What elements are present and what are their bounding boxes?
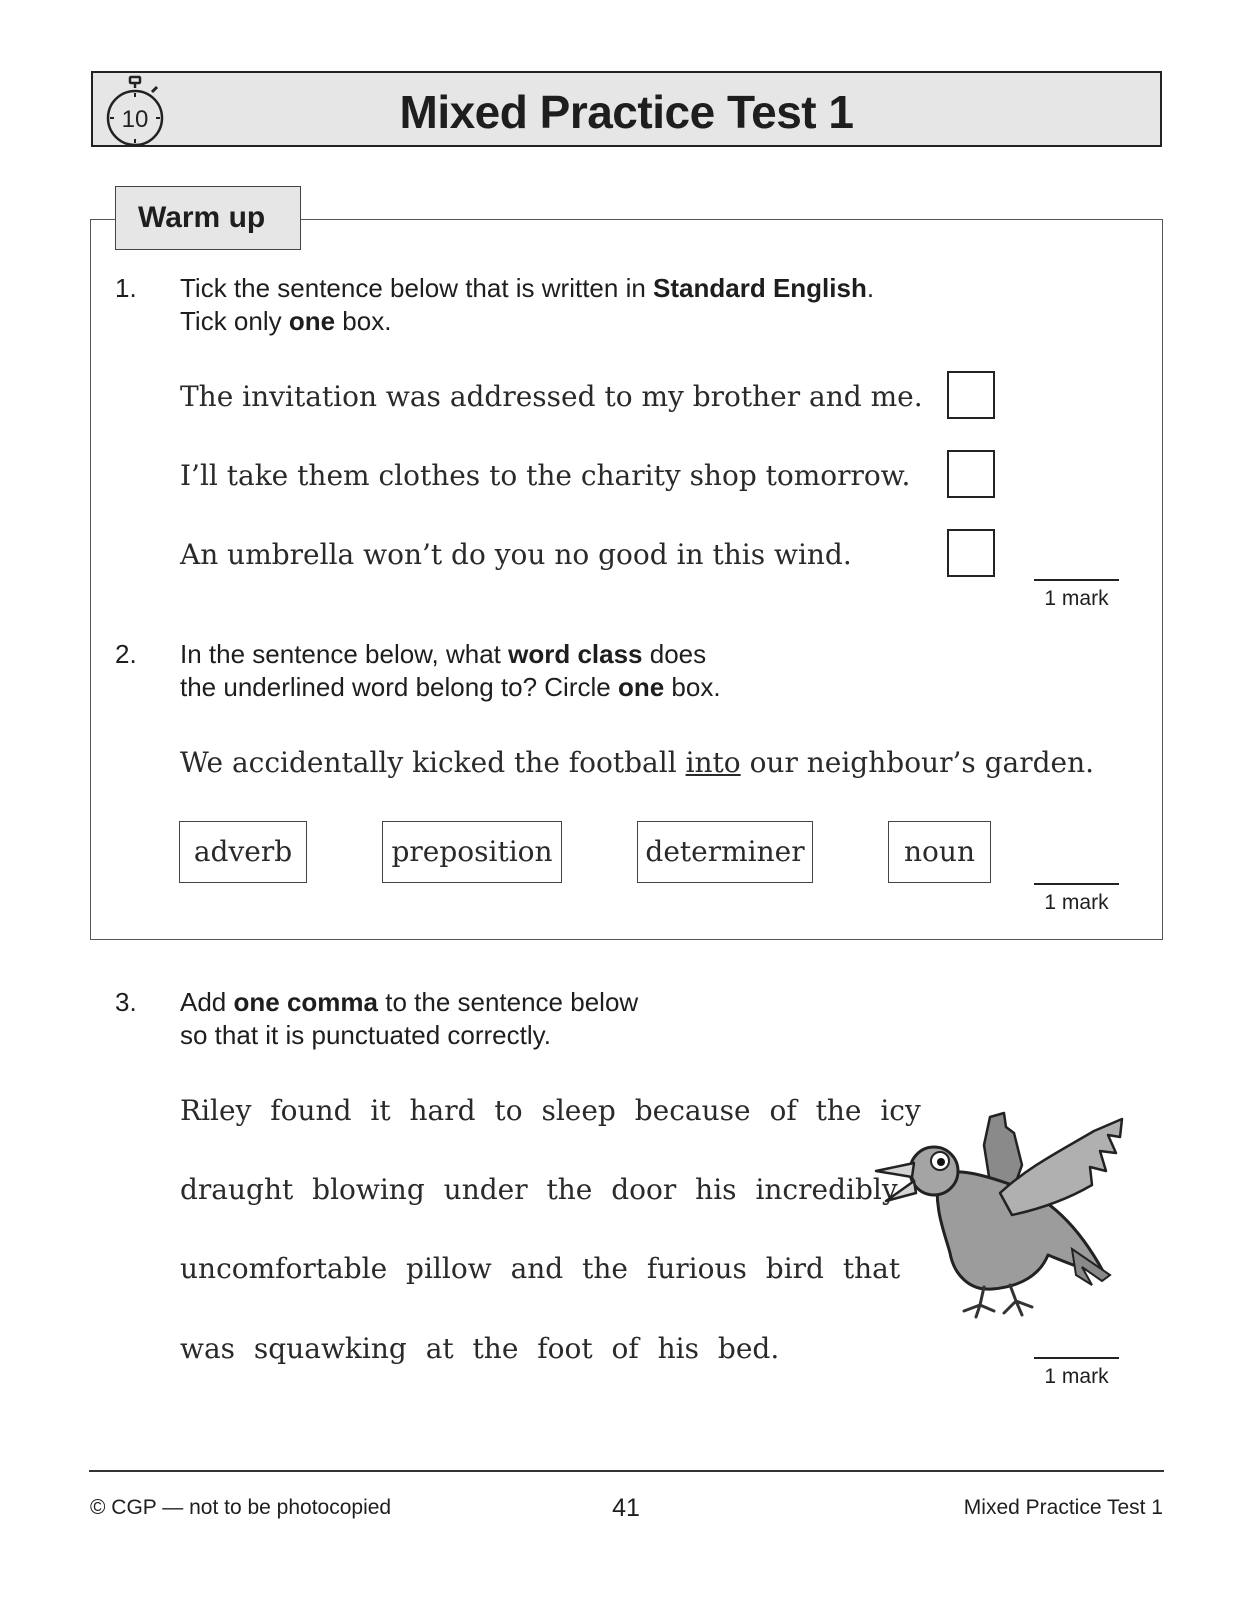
q1-option-1: The invitation was addressed to my brother and me. <box>180 380 923 413</box>
choice-adverb[interactable]: adverb <box>179 821 307 883</box>
question-3-number: 3. <box>115 987 137 1017</box>
q1-mark-line <box>1034 579 1119 581</box>
q3-sentence-line-1: Riley found it hard to sleep because of the icy <box>180 1094 921 1127</box>
page-title: Mixed Practice Test 1 <box>399 86 854 138</box>
q2-sentence: We accidentally kicked the football into our neighbour’s garden. <box>180 746 1095 779</box>
q1-tickbox-3[interactable] <box>947 529 995 577</box>
choice-preposition[interactable]: preposition <box>382 821 562 883</box>
question-1-instruction: Tick the sentence below that is written in Standard English. Tick only one box. <box>180 273 875 336</box>
footer-section-name: Mixed Practice Test 1 <box>963 1496 1163 1519</box>
squawking-bird-illustration <box>872 1105 1132 1320</box>
question-2-instruction: In the sentence below, what word class does the underlined word belong to? Circle one box. <box>180 639 721 702</box>
page-number: 41 <box>612 1494 640 1522</box>
question-1-number: 1. <box>115 273 137 303</box>
q3-sentence-line-4: was squawking at the foot of his bed. <box>180 1332 780 1365</box>
choice-determiner[interactable]: determiner <box>637 821 813 883</box>
q1-tickbox-1[interactable] <box>947 371 995 419</box>
q2-mark-line <box>1034 883 1119 885</box>
underlined-word: into <box>685 746 741 779</box>
footer-rule <box>89 1470 1164 1472</box>
q3-sentence-line-3: uncomfortable pillow and the furious bird that <box>180 1252 901 1285</box>
question-2-number: 2. <box>115 639 137 669</box>
choice-noun[interactable]: noun <box>888 821 991 883</box>
q3-sentence-line-2: draught blowing under the door his incredibly <box>180 1173 898 1206</box>
title-banner <box>91 71 1162 147</box>
q1-option-3: An umbrella won’t do you no good in this wind. <box>180 538 852 571</box>
question-3-instruction: Add one comma to the sentence below so that it is punctuated correctly. <box>180 987 639 1050</box>
q3-mark-line <box>1034 1357 1119 1359</box>
q1-tickbox-2[interactable] <box>947 450 995 498</box>
q3-mark-label: 1 mark <box>1044 1365 1109 1388</box>
svg-text:10: 10 <box>121 106 149 133</box>
q1-option-2: I’ll take them clothes to the charity shop tomorrow. <box>180 459 911 492</box>
q1-mark-label: 1 mark <box>1044 587 1109 610</box>
section-label: Warm up <box>115 186 301 250</box>
footer-copyright: © CGP — not to be photocopied <box>90 1496 392 1519</box>
q2-mark-label: 1 mark <box>1044 891 1109 914</box>
